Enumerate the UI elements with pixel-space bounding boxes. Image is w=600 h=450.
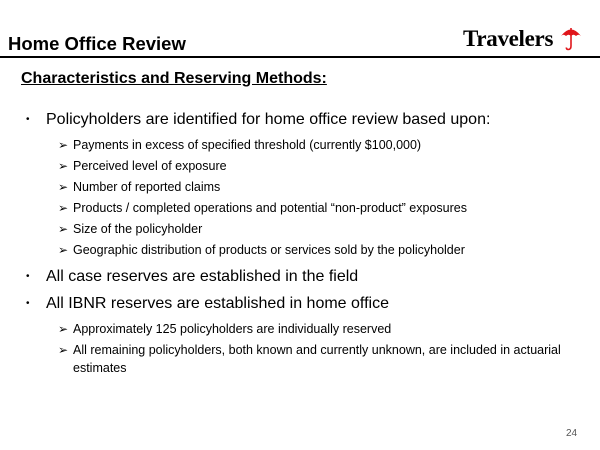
sub-bullet-text: Payments in excess of specified threshold (currently $100,000) — [73, 138, 422, 152]
arrow-bullet-icon: ➢ — [58, 222, 69, 236]
bullet-marker: • — [26, 114, 30, 125]
arrow-bullet-icon: ➢ — [58, 322, 69, 336]
bullet-marker: • — [26, 271, 30, 282]
sub-bullet-item — [58, 199, 578, 217]
sub-bullet-item — [58, 341, 578, 377]
sub-bullet-text: Number of reported claims — [73, 180, 221, 194]
sub-bullet-item — [58, 178, 578, 196]
arrow-bullet-icon: ➢ — [58, 201, 69, 215]
arrow-bullet-icon: ➢ — [58, 180, 69, 194]
sub-bullet-text: Size of the policyholder — [73, 222, 203, 236]
page-title: Home Office Review — [8, 33, 186, 54]
arrow-bullet-icon: ➢ — [58, 159, 69, 173]
logo-text: Travelers — [463, 26, 554, 51]
sub-bullet-item — [58, 320, 578, 338]
sub-bullet-text: Perceived level of exposure — [73, 159, 227, 173]
sub-bullet-text: Geographic distribution of products or services sold by the policyholder — [73, 243, 465, 257]
sub-bullet-text: All remaining policyholders, both known and currently unknown, are included in actuarial estimates — [73, 343, 561, 375]
sub-bullet-text: Approximately 125 policyholders are individually reserved — [73, 322, 392, 336]
sub-bullet-item — [58, 220, 578, 238]
sub-bullet-item — [58, 136, 578, 154]
sub-bullet-text: Products / completed operations and potential “non-product” exposures — [73, 201, 467, 215]
sub-bullet-item — [58, 241, 578, 259]
header-divider — [0, 56, 600, 58]
bullet-text: All IBNR reserves are established in home office — [46, 295, 389, 312]
arrow-bullet-icon: ➢ — [58, 138, 69, 152]
sub-bullet-item — [58, 157, 578, 175]
travelers-logo — [463, 22, 583, 54]
bullet-text: All case reserves are established in the field — [46, 268, 359, 285]
bullet-marker: • — [26, 298, 30, 309]
arrow-bullet-icon: ➢ — [58, 243, 69, 257]
page-number: 24 — [566, 428, 578, 439]
umbrella-icon — [560, 25, 582, 51]
section-heading: Characteristics and Reserving Methods: — [21, 70, 327, 87]
bullet-text: Policyholders are identified for home office review based upon: — [46, 111, 491, 128]
arrow-bullet-icon: ➢ — [58, 343, 69, 357]
